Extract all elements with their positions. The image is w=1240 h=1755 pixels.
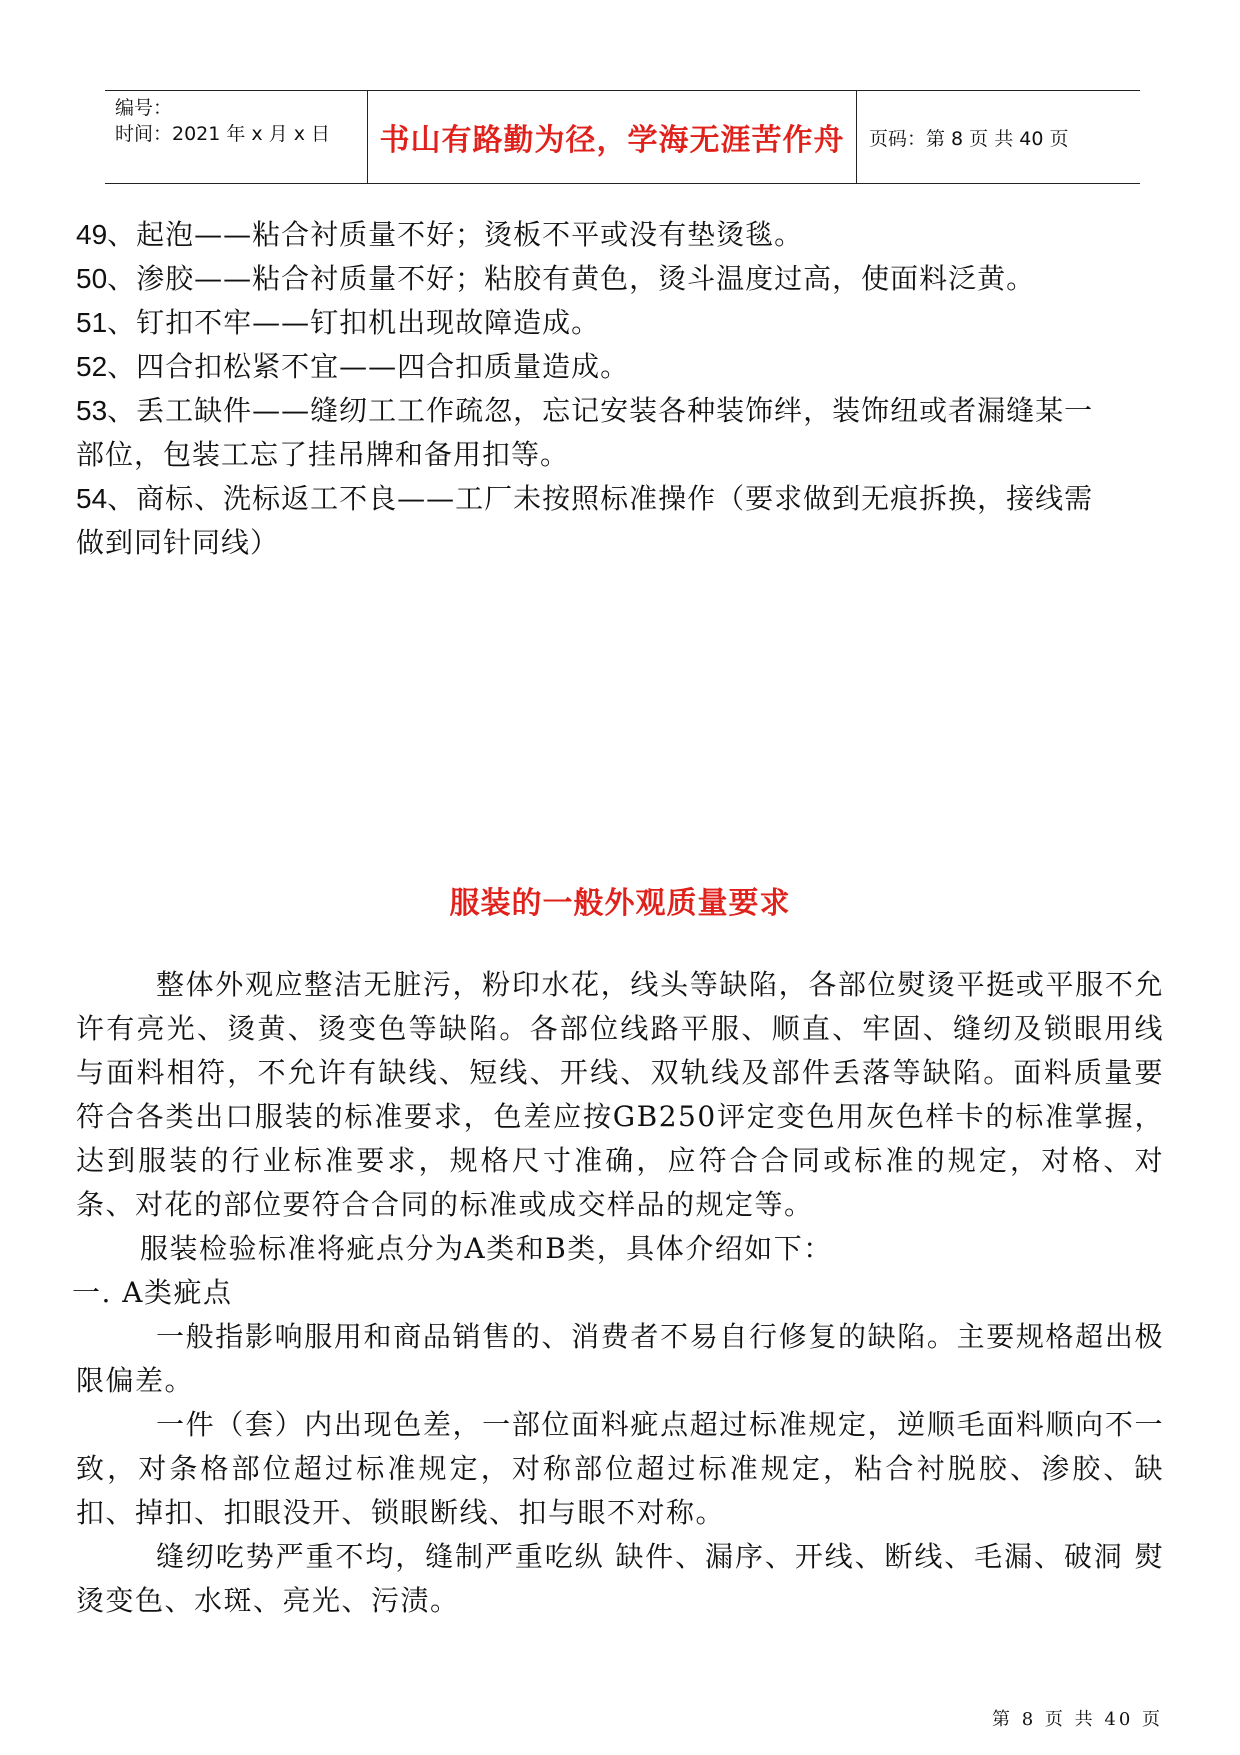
heading-class-a: 一. A类疵点 [72, 1276, 233, 1309]
list-item-51: 51、钉扣不牢——钉扣机出现故障造成。 [76, 306, 601, 339]
list-item-53-continuation: 部位，包装工忘了挂吊牌和备用扣等。 [76, 438, 570, 471]
header-middle-cell [368, 91, 857, 183]
paragraph-defect-classes: 服装检验标准将疵点分为A类和B类，具体介绍如下： [140, 1232, 833, 1265]
header-left-cell [105, 91, 368, 183]
list-item-53: 53、丢工缺件——缝纫工工作疏忽，忘记安装各种装饰绊，装饰纽或者漏缝某一 [76, 394, 1094, 427]
paragraph-overall-appearance: 整体外观应整洁无脏污，粉印水花，线头等缺陷，各部位熨烫平挺或平服不允许有亮光、烫黄、烫变色等缺陷。各部位线路平服、顺直、牢固、缝纫及锁眼用线与面料相符，不允许有缺线、短线、开线、双轨线及部件丢落等缺陷。面料质量要符合各类出口服装的标准要求，色差应按GB250评定变色用灰色样卡的标准掌握，达到服装的行业标准要求，规格尺寸准确，应符合合同或标准的规定，对格、对条、对花的部位要符合合同的标准或成交样品的规定等。 [76, 968, 1164, 1221]
list-item-52: 52、四合扣松紧不宜——四合扣质量造成。 [76, 350, 630, 383]
paragraph-class-a-definition: 一般指影响服用和商品销售的、消费者不易自行修复的缺陷。主要规格超出极限偏差。 [76, 1320, 1164, 1397]
document-time-label: 时间：2021 年 x 月 x 日 [115, 123, 331, 145]
header-motto: 书山有路勤为径，学海无涯苦作舟 [379, 123, 845, 158]
list-item-50: 50、渗胶——粘合衬质量不好；粘胶有黄色，烫斗温度过高，使面料泛黄。 [76, 262, 1036, 295]
list-item-54: 54、商标、洗标返工不良——工厂未按照标准操作（要求做到无痕拆换，接线需 [76, 482, 1094, 515]
paragraph-class-a-items-2: 缝纫吃势严重不均，缝制严重吃纵 缺件、漏序、开线、断线、毛漏、破洞 熨烫变色、水斑、亮光、污渍。 [76, 1540, 1164, 1617]
page-footer: 第 8 页 共 40 页 [992, 1709, 1163, 1730]
document-number-label: 编号： [115, 97, 173, 119]
header-page-label: 页码：第 8 页 共 40 页 [869, 127, 1069, 150]
page-header [105, 90, 1140, 184]
paragraph-class-a-items-1: 一件（套）内出现色差，一部位面料疵点超过标准规定，逆顺毛面料顺向不一致，对条格部位超过标准规定，对称部位超过标准规定，粘合衬脱胶、渗胶、缺扣、掉扣、扣眼没开、锁眼断线、扣与眼不对称。 [76, 1408, 1164, 1529]
list-item-54-continuation: 做到同针同线） [76, 526, 280, 559]
header-right-cell [857, 91, 1140, 183]
section-title: 服装的一般外观质量要求 [449, 886, 791, 921]
list-item-49: 49、起泡——粘合衬质量不好；烫板不平或没有垫烫毯。 [76, 218, 804, 251]
